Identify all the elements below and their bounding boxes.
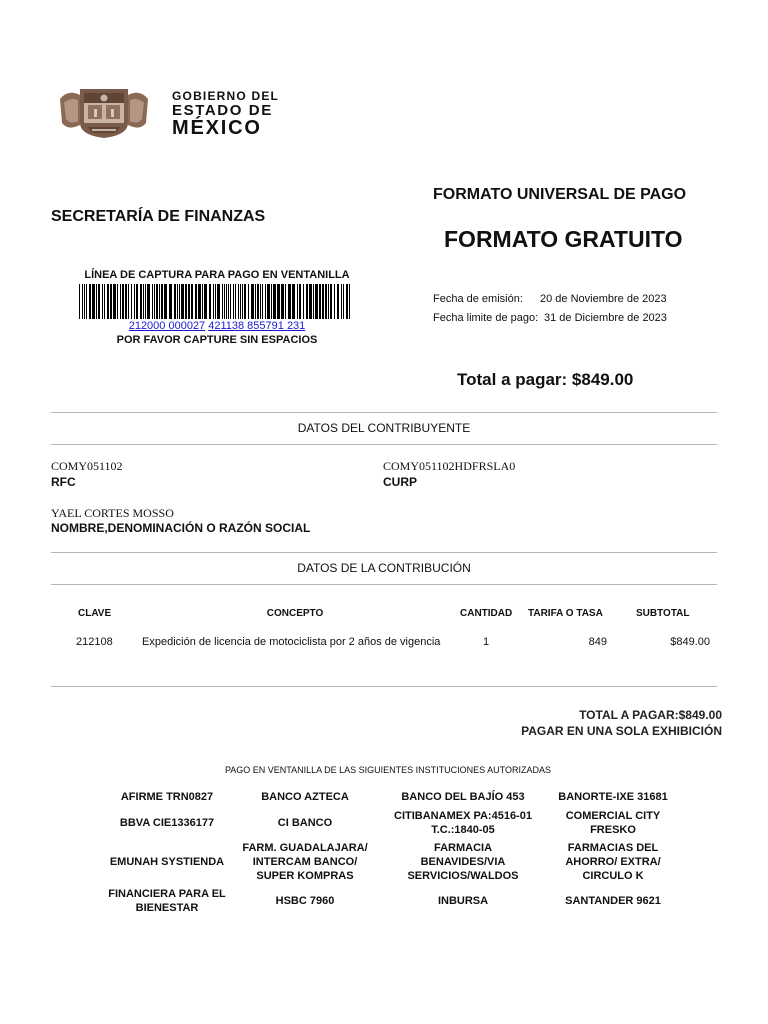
barcode-bar bbox=[79, 284, 80, 319]
barcode-bar bbox=[152, 284, 153, 319]
barcode-bar bbox=[122, 284, 124, 319]
barcode-bar bbox=[89, 284, 91, 319]
institucion-item: EMUNAH SYSTIENDA bbox=[109, 856, 225, 868]
captura-note: POR FAVOR CAPTURE SIN ESPACIOS bbox=[116, 334, 318, 346]
barcode-bar bbox=[334, 284, 335, 319]
barcode-bar bbox=[242, 284, 243, 319]
barcode-bar bbox=[82, 284, 83, 319]
header-clave: CLAVE bbox=[78, 608, 112, 619]
instituciones-title: PAGO EN VENTANILLA DE LAS SIGUIENTES INSTITUCIONES AUTORIZADAS bbox=[224, 765, 552, 775]
barcode-bar bbox=[217, 284, 220, 319]
barcode-bar bbox=[204, 284, 207, 319]
barcode-bar bbox=[110, 284, 112, 319]
barcode-bar bbox=[164, 284, 167, 319]
barcode-bar bbox=[154, 284, 155, 319]
barcode-bar bbox=[271, 284, 272, 319]
barcode-bar bbox=[224, 284, 225, 319]
barcode-bar bbox=[255, 284, 256, 319]
header-cantidad: CANTIDAD bbox=[460, 608, 513, 619]
barcode-bar bbox=[202, 284, 203, 319]
barcode-bar bbox=[346, 284, 348, 319]
barcode-bar bbox=[292, 284, 295, 319]
formato-gratuito-title: FORMATO GRATUITO bbox=[444, 226, 683, 252]
barcode-bar bbox=[209, 284, 211, 319]
linea-captura-part-2[interactable]: 421138 855791 231 bbox=[208, 320, 306, 332]
header-subtotal: SUBTOTAL bbox=[636, 608, 690, 619]
barcode-bar bbox=[228, 284, 229, 319]
barcode-bar bbox=[92, 284, 95, 319]
barcode-bar bbox=[195, 284, 197, 319]
barcode-bar bbox=[177, 284, 178, 319]
barcode-bar bbox=[322, 284, 324, 319]
institucion-item: AFIRME TRN0827 bbox=[120, 791, 214, 803]
barcode-bar bbox=[125, 284, 127, 319]
total-a-pagar-summary: TOTAL A PAGAR:$849.00 bbox=[579, 708, 722, 722]
divider bbox=[51, 412, 717, 413]
barcode-bar bbox=[104, 284, 105, 319]
barcode-bar bbox=[306, 284, 308, 319]
barcode-bar bbox=[213, 284, 214, 319]
barcode-bar bbox=[128, 284, 129, 319]
barcode-bar bbox=[140, 284, 142, 319]
barcode-bar bbox=[134, 284, 135, 319]
header-concepto: CONCEPTO bbox=[266, 608, 324, 619]
barcode-bar bbox=[226, 284, 227, 319]
barcode bbox=[79, 284, 353, 319]
institucion-item: FARMACIAS DEL AHORRO/ EXTRA/ CIRCULO K bbox=[565, 842, 661, 882]
barcode-bar bbox=[107, 284, 109, 319]
barcode-bar bbox=[143, 284, 144, 319]
barcode-bar bbox=[343, 284, 344, 319]
institucion-item: BBVA CIE1336177 bbox=[119, 817, 215, 829]
barcode-bar bbox=[285, 284, 286, 319]
barcode-bar bbox=[325, 284, 327, 319]
section-title-contribucion: DATOS DE LA CONTRIBUCIÓN bbox=[297, 561, 471, 575]
barcode-bar bbox=[273, 284, 276, 319]
barcode-bar bbox=[309, 284, 312, 319]
barcode-bar bbox=[96, 284, 97, 319]
divider bbox=[51, 444, 717, 445]
rfc-label: RFC bbox=[51, 475, 76, 489]
nombre-label: NOMBRE,DENOMINACIÓN O RAZÓN SOCIAL bbox=[51, 521, 311, 535]
barcode-bar bbox=[281, 284, 284, 319]
barcode-bar bbox=[238, 284, 239, 319]
barcode-bar bbox=[102, 284, 103, 319]
barcode-bar bbox=[303, 284, 304, 319]
barcode-bar bbox=[260, 284, 261, 319]
institucion-item: BANCO DEL BAJÍO 453 bbox=[401, 791, 525, 803]
barcode-bar bbox=[191, 284, 193, 319]
linea-captura[interactable] bbox=[80, 320, 354, 332]
institucion-item: BANORTE-IXE 31681 bbox=[558, 791, 668, 803]
barcode-bar bbox=[198, 284, 201, 319]
barcode-bar bbox=[349, 284, 350, 319]
barcode-bar bbox=[235, 284, 236, 319]
divider bbox=[51, 686, 717, 687]
barcode-bar bbox=[244, 284, 246, 319]
barcode-bar bbox=[98, 284, 100, 319]
fecha-limite-label: Fecha limite de pago: bbox=[433, 312, 539, 324]
curp-value: COMY051102HDFRSLA0 bbox=[383, 459, 516, 473]
fecha-limite-value: 31 de Diciembre de 2023 bbox=[544, 312, 667, 324]
barcode-bar bbox=[174, 284, 176, 319]
barcode-bar bbox=[120, 284, 121, 319]
barcode-bar bbox=[337, 284, 339, 319]
barcode-bar bbox=[169, 284, 172, 319]
barcode-bar bbox=[262, 284, 263, 319]
barcode-bar bbox=[159, 284, 160, 319]
barcode-bar bbox=[277, 284, 280, 319]
coat-of-arms-icon bbox=[58, 85, 150, 139]
section-title-contribuyente: DATOS DEL CONTRIBUYENTE bbox=[297, 421, 471, 435]
institucion-item: SANTANDER 9621 bbox=[565, 895, 661, 907]
row-tarifa: 849 bbox=[588, 636, 607, 648]
captura-title: LÍNEA DE CAPTURA PARA PAGO EN VENTANILLA bbox=[84, 269, 350, 281]
barcode-bar bbox=[161, 284, 163, 319]
institucion-item: INBURSA bbox=[437, 895, 489, 907]
gov-line-2: ESTADO DE bbox=[172, 102, 273, 119]
pagar-sola-exhibicion: PAGAR EN UNA SOLA EXHIBICIÓN bbox=[521, 724, 722, 738]
divider bbox=[51, 584, 717, 585]
gobierno-wordmark bbox=[172, 90, 279, 138]
barcode-bar bbox=[215, 284, 216, 319]
barcode-bar bbox=[330, 284, 332, 319]
header-tarifa: TARIFA O TASA bbox=[528, 608, 603, 619]
gov-line-1: GOBIERNO DEL bbox=[172, 89, 280, 103]
barcode-bar bbox=[299, 284, 301, 319]
barcode-bar bbox=[248, 284, 249, 319]
barcode-bar bbox=[185, 284, 187, 319]
barcode-bar bbox=[181, 284, 184, 319]
institucion-item: HSBC 7960 bbox=[275, 895, 335, 907]
institucion-item: BANCO AZTECA bbox=[261, 791, 349, 803]
barcode-bar bbox=[188, 284, 190, 319]
secretaria-title: SECRETARÍA DE FINANZAS bbox=[51, 208, 266, 225]
gov-line-3: MÉXICO bbox=[172, 117, 262, 139]
nombre-value: YAEL CORTES MOSSO bbox=[51, 506, 174, 520]
barcode-bar bbox=[147, 284, 150, 319]
barcode-bar bbox=[319, 284, 321, 319]
barcode-bar bbox=[233, 284, 234, 319]
row-clave: 212108 bbox=[76, 636, 113, 648]
barcode-bar bbox=[240, 284, 241, 319]
barcode-bar bbox=[179, 284, 180, 319]
barcode-bar bbox=[145, 284, 146, 319]
divider bbox=[51, 552, 717, 553]
institucion-item: FARMACIA BENAVIDES/VIA SERVICIOS/WALDOS bbox=[407, 842, 519, 882]
barcode-bar bbox=[288, 284, 291, 319]
barcode-bar bbox=[86, 284, 87, 319]
rfc-value: COMY051102 bbox=[51, 459, 123, 473]
institucion-item: FARM. GUADALAJARA/ INTERCAM BANCO/ SUPER KOMPRAS bbox=[242, 842, 368, 882]
barcode-bar bbox=[230, 284, 231, 319]
barcode-bar bbox=[156, 284, 158, 319]
barcode-bar bbox=[257, 284, 259, 319]
institucion-item: COMERCIAL CITY FRESKO bbox=[565, 810, 661, 836]
row-concepto: Expedición de licencia de motociclista por 2 años de vigencia bbox=[142, 636, 441, 648]
barcode-bar bbox=[297, 284, 298, 319]
barcode-bar bbox=[131, 284, 132, 319]
barcode-bar bbox=[341, 284, 342, 319]
barcode-bar bbox=[222, 284, 223, 319]
barcode-bar bbox=[251, 284, 254, 319]
barcode-bar bbox=[313, 284, 314, 319]
row-subtotal: $849.00 bbox=[670, 636, 710, 648]
barcode-bar bbox=[267, 284, 270, 319]
fecha-emision-value: 20 de Noviembre de 2023 bbox=[540, 293, 667, 305]
curp-label: CURP bbox=[383, 475, 418, 489]
institucion-item: FINANCIERA PARA EL BIENESTAR bbox=[108, 888, 226, 914]
barcode-bar bbox=[328, 284, 329, 319]
institucion-item: CITIBANAMEX PA:4516-01 T.C.:1840-05 bbox=[394, 810, 532, 836]
barcode-bar bbox=[315, 284, 318, 319]
row-cantidad: 1 bbox=[483, 636, 490, 648]
barcode-bar bbox=[136, 284, 138, 319]
barcode-bar bbox=[265, 284, 266, 319]
formato-universal-title: FORMATO UNIVERSAL DE PAGO bbox=[433, 186, 687, 203]
fecha-emision-label: Fecha de emisión: bbox=[433, 293, 523, 305]
barcode-bar bbox=[117, 284, 118, 319]
linea-captura-part-1[interactable]: 212000 000027 bbox=[128, 320, 206, 332]
barcode-bar bbox=[113, 284, 116, 319]
total-a-pagar: Total a pagar: $849.00 bbox=[457, 370, 634, 389]
institucion-item: CI BANCO bbox=[277, 817, 333, 829]
barcode-bar bbox=[84, 284, 85, 319]
